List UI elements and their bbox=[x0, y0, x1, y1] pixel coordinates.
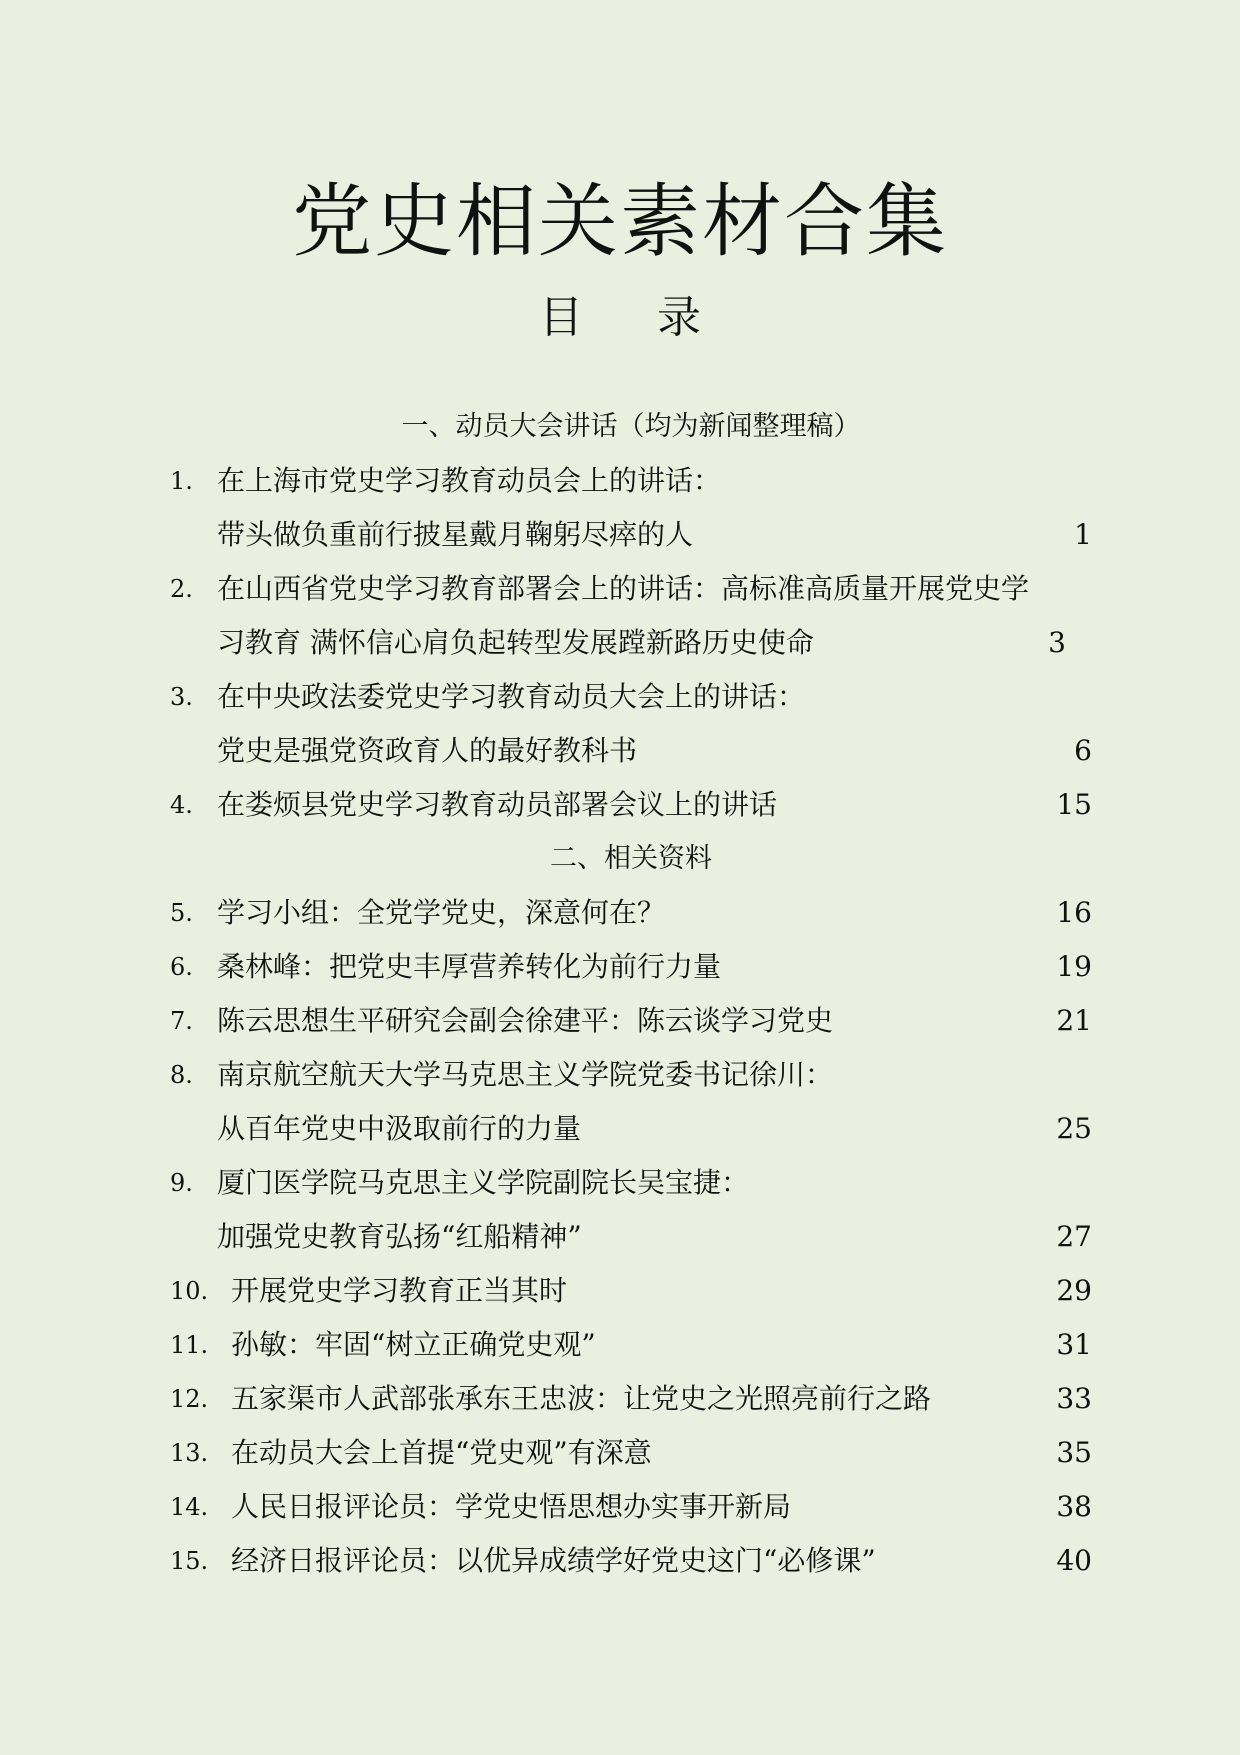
entry-page: 27 bbox=[1056, 1220, 1092, 1253]
entry-title: 在山西省党史学习教育部署会上的讲话：高标准高质量开展党史学 bbox=[217, 572, 1030, 605]
entry-number: 3. bbox=[170, 683, 193, 711]
entry-page: 6 bbox=[1074, 734, 1092, 767]
entry-title: 人民日报评论员：学党史悟思想办实事开新局 bbox=[231, 1490, 792, 1523]
entry-page: 19 bbox=[1056, 950, 1092, 983]
toc-entry-11[interactable] bbox=[170, 1318, 1092, 1372]
toc-entry-9-cont[interactable] bbox=[170, 1210, 1092, 1264]
entry-title: 厦门医学院马克思主义学院副院长吴宝捷： bbox=[217, 1166, 750, 1199]
entry-title: 孙敏：牢固“树立正确党史观” bbox=[231, 1328, 596, 1361]
toc-entry-2[interactable] bbox=[170, 562, 1092, 616]
entry-number: 14. bbox=[170, 1493, 209, 1521]
entry-title: 陈云思想生平研究会副会徐建平：陈云谈学习党史 bbox=[217, 1004, 834, 1037]
document-title: 党史相关素材合集 bbox=[292, 175, 948, 268]
entry-title: 党史是强党资政育人的最好教科书 bbox=[217, 734, 638, 767]
entry-title: 桑林峰：把党史丰厚营养转化为前行力量 bbox=[217, 950, 722, 983]
entry-page: 40 bbox=[1056, 1544, 1092, 1577]
entry-number: 6. bbox=[170, 953, 193, 981]
entry-page: 15 bbox=[1056, 788, 1092, 821]
entry-page: 31 bbox=[1056, 1328, 1092, 1361]
toc-entry-3-cont[interactable] bbox=[170, 724, 1092, 778]
entry-title: 带头做负重前行披星戴月鞠躬尽瘁的人 bbox=[217, 518, 694, 551]
toc-entry-10[interactable] bbox=[170, 1264, 1092, 1318]
toc-entry-6[interactable] bbox=[170, 940, 1092, 994]
entry-number: 12. bbox=[170, 1385, 209, 1413]
entry-number: 7. bbox=[170, 1007, 193, 1035]
entry-number: 4. bbox=[170, 791, 193, 819]
toc-entry-2-cont[interactable] bbox=[170, 616, 1092, 670]
toc-entry-7[interactable] bbox=[170, 994, 1092, 1048]
toc-entry-5[interactable] bbox=[170, 886, 1092, 940]
entry-number: 10. bbox=[170, 1277, 209, 1305]
entry-number: 9. bbox=[170, 1169, 193, 1197]
entry-page: 16 bbox=[1056, 896, 1092, 929]
toc-entry-9[interactable] bbox=[170, 1156, 1092, 1210]
table-of-contents bbox=[170, 400, 1092, 1588]
toc-entry-15[interactable] bbox=[170, 1534, 1092, 1588]
entry-page: 38 bbox=[1056, 1490, 1092, 1523]
entry-title: 南京航空航天大学马克思主义学院党委书记徐川： bbox=[217, 1058, 834, 1091]
entry-page: 3 bbox=[1048, 626, 1066, 659]
entry-page: 33 bbox=[1056, 1382, 1092, 1415]
entry-page: 21 bbox=[1056, 1004, 1092, 1037]
entry-title: 在上海市党史学习教育动员会上的讲话： bbox=[217, 464, 722, 497]
entry-number: 15. bbox=[170, 1547, 209, 1575]
entry-title: 开展党史学习教育正当其时 bbox=[231, 1274, 568, 1307]
section-heading: 一、动员大会讲话（均为新闻整理稿） bbox=[401, 411, 861, 442]
entry-title: 在中央政法委党史学习教育动员大会上的讲话： bbox=[217, 680, 806, 713]
toc-entry-3[interactable] bbox=[170, 670, 1092, 724]
entry-title: 在动员大会上首提“党史观”有深意 bbox=[231, 1436, 652, 1469]
entry-title: 从百年党史中汲取前行的力量 bbox=[217, 1112, 582, 1145]
entry-number: 8. bbox=[170, 1061, 193, 1089]
toc-entry-8[interactable] bbox=[170, 1048, 1092, 1102]
entry-page: 35 bbox=[1056, 1436, 1092, 1469]
entry-number: 5. bbox=[170, 899, 193, 927]
toc-entry-1[interactable] bbox=[170, 454, 1092, 508]
entry-page: 1 bbox=[1074, 518, 1092, 551]
entry-title: 习教育 满怀信心肩负起转型发展蹚新路历史使命 bbox=[217, 626, 814, 659]
entry-title: 经济日报评论员：以优异成绩学好党史这门“必修课” bbox=[231, 1544, 876, 1577]
entry-page: 29 bbox=[1056, 1274, 1092, 1307]
entry-title: 学习小组：全党学党史，深意何在？ bbox=[217, 896, 666, 929]
toc-heading: 目 录 bbox=[539, 292, 731, 343]
toc-entry-4[interactable] bbox=[170, 778, 1092, 832]
section-heading: 二、相关资料 bbox=[550, 843, 712, 874]
entry-page: 25 bbox=[1056, 1112, 1092, 1145]
toc-entry-1-cont[interactable] bbox=[170, 508, 1092, 562]
toc-entry-8-cont[interactable] bbox=[170, 1102, 1092, 1156]
entry-number: 13. bbox=[170, 1439, 209, 1467]
entry-number: 11. bbox=[170, 1331, 209, 1359]
entry-number: 1. bbox=[170, 467, 193, 495]
toc-entry-14[interactable] bbox=[170, 1480, 1092, 1534]
toc-entry-13[interactable] bbox=[170, 1426, 1092, 1480]
entry-title: 在娄烦县党史学习教育动员部署会议上的讲话 bbox=[217, 788, 778, 821]
entry-title: 五家渠市人武部张承东王忠波：让党史之光照亮前行之路 bbox=[231, 1382, 932, 1415]
entry-title: 加强党史教育弘扬“红船精神” bbox=[217, 1220, 582, 1253]
entry-number: 2. bbox=[170, 575, 193, 603]
toc-entry-12[interactable] bbox=[170, 1372, 1092, 1426]
